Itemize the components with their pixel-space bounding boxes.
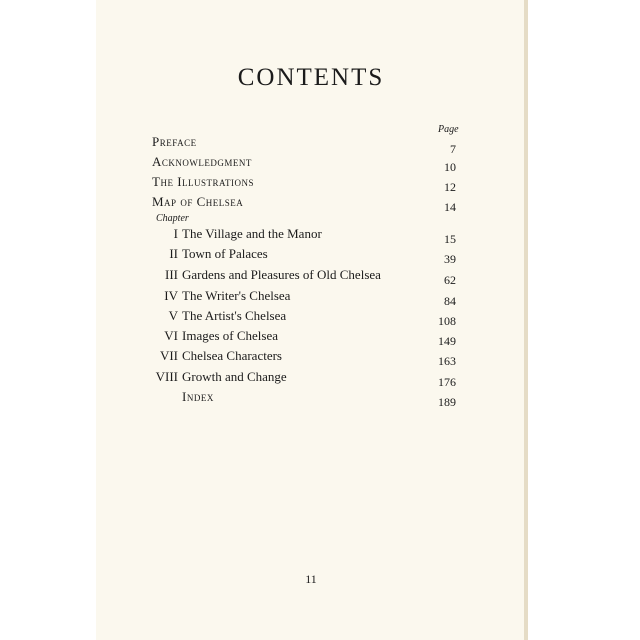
chapter-title: Images of Chelsea bbox=[182, 328, 279, 343]
toc-entry-page: 7 bbox=[450, 142, 456, 156]
chapter-number: IV bbox=[164, 288, 178, 303]
chapter-page: 108 bbox=[438, 314, 456, 328]
page-title: CONTENTS bbox=[237, 64, 385, 91]
chapter-number: III bbox=[165, 267, 178, 282]
toc-chapter-row bbox=[148, 328, 462, 346]
chapter-number: II bbox=[169, 246, 178, 261]
chapter-page: 84 bbox=[444, 294, 456, 308]
chapter-page: 163 bbox=[438, 354, 456, 368]
toc-entry-map bbox=[152, 194, 462, 212]
toc-chapter-row bbox=[148, 348, 462, 366]
toc-entry-label: The Illustrations bbox=[152, 174, 255, 189]
chapter-title: Chelsea Characters bbox=[182, 348, 282, 363]
toc-entry-label: Acknowledgment bbox=[152, 154, 252, 169]
toc-entry-page: 189 bbox=[438, 395, 456, 409]
chapter-title: Gardens and Pleasures of Old Chelsea bbox=[182, 267, 381, 282]
chapter-title: Town of Palaces bbox=[182, 246, 268, 261]
chapter-number: VIII bbox=[155, 369, 178, 384]
toc-entry-page: 10 bbox=[444, 160, 456, 174]
toc-chapter-row bbox=[148, 308, 462, 326]
toc-chapter-row bbox=[148, 267, 462, 285]
toc-entry-index bbox=[148, 389, 462, 407]
toc-entry-label: Preface bbox=[152, 134, 197, 149]
toc-entry-page: 12 bbox=[444, 180, 456, 194]
chapter-page: 176 bbox=[438, 375, 456, 389]
toc-entry-acknowledgment bbox=[152, 154, 462, 172]
chapter-title: The Writer's Chelsea bbox=[182, 288, 291, 303]
toc-entry-illustrations bbox=[152, 174, 462, 192]
toc-chapter-row bbox=[148, 226, 462, 244]
chapter-page: 62 bbox=[444, 273, 456, 287]
chapter-page: 15 bbox=[444, 232, 456, 246]
toc-chapter-row bbox=[148, 369, 462, 387]
toc-chapter-row bbox=[148, 246, 462, 264]
chapter-title: Growth and Change bbox=[182, 369, 287, 384]
chapter-number: VI bbox=[164, 328, 178, 343]
toc-entry-preface bbox=[152, 134, 462, 156]
chapter-column-label: Chapter bbox=[156, 213, 189, 224]
toc-chapter-row bbox=[148, 288, 462, 306]
chapter-number: V bbox=[168, 308, 178, 323]
page-column-label: Page bbox=[438, 124, 459, 135]
toc-entry-label: Map of Chelsea bbox=[152, 194, 244, 209]
toc-entry-label: Index bbox=[182, 389, 214, 404]
page-number: 11 bbox=[305, 572, 317, 586]
toc-entry-page: 14 bbox=[444, 200, 456, 214]
page-edge bbox=[524, 0, 528, 640]
chapter-title: The Artist's Chelsea bbox=[182, 308, 287, 323]
chapter-page: 149 bbox=[438, 334, 456, 348]
chapter-page: 39 bbox=[444, 252, 456, 266]
chapter-title: The Village and the Manor bbox=[182, 226, 322, 241]
chapter-number: I bbox=[173, 226, 178, 241]
chapter-number: VII bbox=[159, 348, 178, 363]
